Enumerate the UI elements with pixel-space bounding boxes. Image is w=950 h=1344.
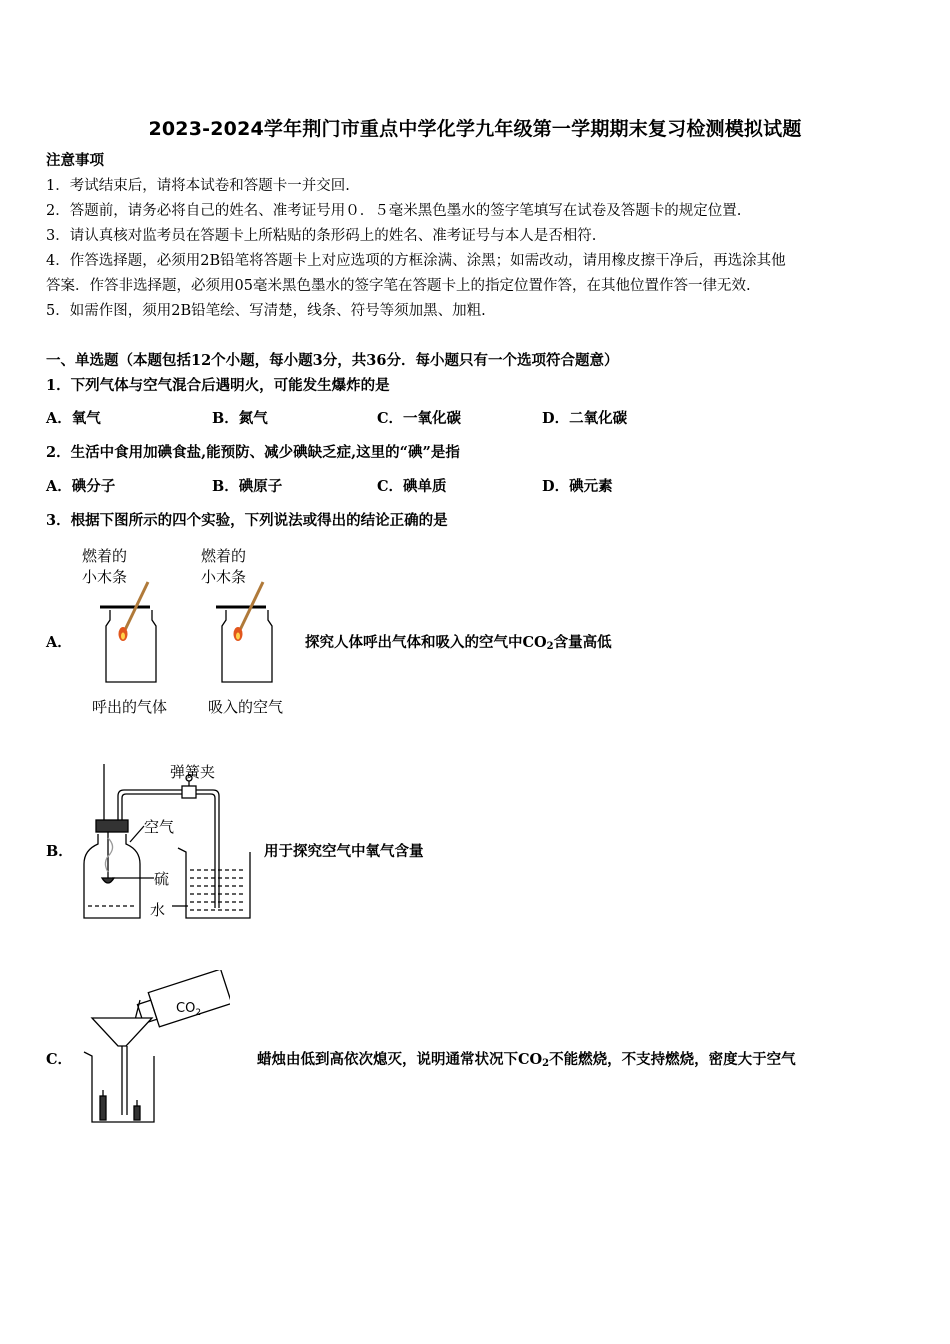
fig-a-left-label-2: 小木条 <box>82 568 128 586</box>
fig-b-sulfur-label: 硫 <box>154 870 170 888</box>
fig-b-clamp-label: 弹簧夹 <box>170 763 216 781</box>
figure-oxygen-content-apparatus <box>78 760 263 925</box>
q3-option-a-text: 探究人体呼出气体和吸入的空气中$CO_2$含量高低 <box>305 634 612 652</box>
fig-a-left-label-1: 燃着的 <box>82 547 128 565</box>
burning-splint-right <box>234 582 264 641</box>
notice-item-4: 4．作答选择题，必须用2B铅笔将答题卡上对应选项的方框涂满、涂黑；如需改动，请用橡皮擦干净后，再选涂其他 <box>46 253 786 269</box>
q3-option-a-letter: A． <box>46 634 72 651</box>
burning-splint-left <box>119 582 149 641</box>
page-title: 2023-2024学年荆门市重点中学化学九年级第一学期期末复习检测模拟试题 <box>148 118 802 140</box>
notice-heading: 注意事项 <box>46 152 104 169</box>
fig-a-right-label-2: 小木条 <box>201 568 247 586</box>
q3-option-c-text: 蜡烛由低到高依次熄灭，说明通常状况下$CO_2$不能燃烧，不支持燃烧，密度大于空气 <box>257 1051 796 1069</box>
q1-option-a: A．氧气 <box>46 410 101 427</box>
q2-option-c: C．碘单质 <box>377 478 447 495</box>
notice-item-5: 5．如需作图，须用2B铅笔绘、写清楚，线条、符号等须加黑、加粗. <box>46 303 486 319</box>
fig-b-water-label: 水 <box>150 901 166 919</box>
fig-c-bottle-label: $CO_2$ <box>176 1001 202 1018</box>
notice-item-2: 2．答题前，请务必将自己的姓名、准考证号用０．５毫米黑色墨水的签字笔填写在试卷及答题卡的规定位置. <box>46 203 742 219</box>
q2-option-a: A．碘分子 <box>46 478 116 495</box>
q3-option-c-letter: C． <box>46 1051 73 1068</box>
q1-option-c: C．一氧化碳 <box>377 410 462 427</box>
figure-co2-candle-beaker <box>80 970 230 1130</box>
question-2-stem: 2．生活中食用加碘食盐,能预防、减少碘缺乏症,这里的“碘”是指 <box>46 444 460 461</box>
notice-item-4-cont: 答案．作答非选择题，必须用05毫米黑色墨水的签字笔在答题卡上的指定位置作答，在其他位置作答一律无效. <box>46 278 751 294</box>
q3-option-b-text: 用于探究空气中氧气含量 <box>264 843 424 860</box>
question-1-stem: 1．下列气体与空气混合后遇明火，可能发生爆炸的是 <box>46 377 390 394</box>
bottle-exhaled-air <box>100 607 156 682</box>
fig-a-right-bottom-label: 吸入的空气 <box>208 698 284 716</box>
section-heading: 一、单选题（本题包括12个小题，每小题3分，共36分．每小题只有一个选项符合题意） <box>46 352 619 369</box>
q2-option-b: B．碘原子 <box>212 478 283 495</box>
fig-a-left-bottom-label: 呼出的气体 <box>92 698 168 716</box>
fig-b-air-label: 空气 <box>144 818 175 836</box>
notice-item-3: 3．请认真核对监考员在答题卡上所粘贴的条形码上的姓名、准考证号与本人是否相符. <box>46 228 597 244</box>
q2-option-d: D．碘元素 <box>542 478 613 495</box>
q3-option-b-letter: B． <box>46 843 73 860</box>
question-3-stem: 3．根据下图所示的四个实验，下列说法或得出的结论正确的是 <box>46 512 448 529</box>
notice-item-1: 1．考试结束后，请将本试卷和答题卡一并交回. <box>46 178 350 194</box>
q1-option-b: B．氮气 <box>212 410 268 427</box>
fig-a-right-label-1: 燃着的 <box>201 547 247 565</box>
q1-option-d: D．二氧化碳 <box>542 410 628 427</box>
figure-wood-splint-test <box>72 542 307 722</box>
